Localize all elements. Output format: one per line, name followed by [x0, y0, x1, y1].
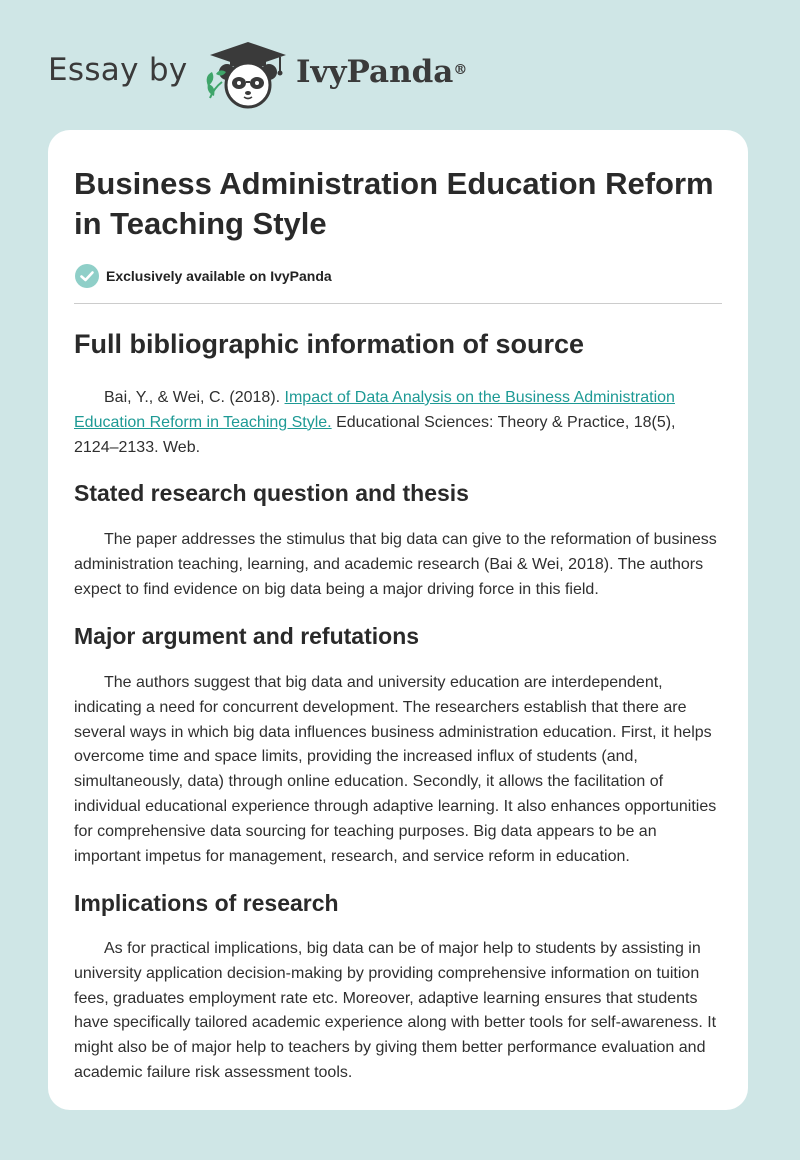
research-question-paragraph: The paper addresses the stimulus that big data can give to the reformation of business administration teaching, learning, and academic research (Bai & Wei, 2018). The authors expect to find evidence on big data being a major driving force in this field.	[74, 531, 717, 598]
registered-mark: ®	[453, 62, 468, 78]
implications-paragraph: As for practical implications, big data can be of major help to students by assisting in university application decision-making by providing comprehensive information on tuition fees, graduates employment rate etc. Moreover, adaptive learning ensures that students have specifically tailored academic experience along with better tools for self-awareness. It might also be of major help to teachers by giving them better performance evaluation and academic failure risk assessment tools.	[74, 940, 717, 1081]
section-heading-implications: Implications of research	[74, 890, 339, 916]
citation-link[interactable]: Impact of Data Analysis on the Business Administration Education Reform in Teaching Style.	[74, 389, 675, 431]
panda-logo-icon[interactable]	[200, 38, 296, 110]
brand-text: IvyPanda	[296, 54, 454, 90]
site-header	[0, 0, 800, 130]
exclusive-badge-text: Exclusively available on IvyPanda	[106, 268, 332, 284]
article-title: Business Administration Education Reform in Teaching Style	[74, 166, 714, 241]
citation-authors: Bai, Y., & Wei, C. (2018).	[104, 389, 285, 406]
exclusive-badge	[74, 263, 332, 289]
divider	[74, 303, 722, 304]
section-heading-bibliography: Full bibliographic information of source	[74, 329, 585, 359]
article-card	[48, 130, 748, 1110]
section-heading-major-argument: Major argument and refutations	[74, 623, 420, 649]
section-heading-research-question: Stated research question and thesis	[74, 480, 469, 506]
citation-source: Educational Sciences: Theory & Practice, 18(5), 2124–2133. Web.	[74, 413, 676, 456]
brand-name[interactable]	[296, 52, 467, 92]
major-argument-paragraph: The authors suggest that big data and university education are interdependent, indicating a need for concurrent development. The researchers establish that there are several ways in which big data influences business administration education. First, it helps overcome time and space limits, providing the increased influx of students (and, simultaneously, data) through online education. Secondly, it allows the facilitation of individual educational experience through adaptive learning. It also enhances opportunities for comprehensive data sourcing for teaching purposes. Big data appears to be an important impetus for management, research, and service reform in education.	[74, 674, 717, 865]
check-circle-icon	[74, 263, 100, 289]
essay-by-label: Essay by	[48, 52, 188, 88]
citation-paragraph	[74, 386, 724, 460]
